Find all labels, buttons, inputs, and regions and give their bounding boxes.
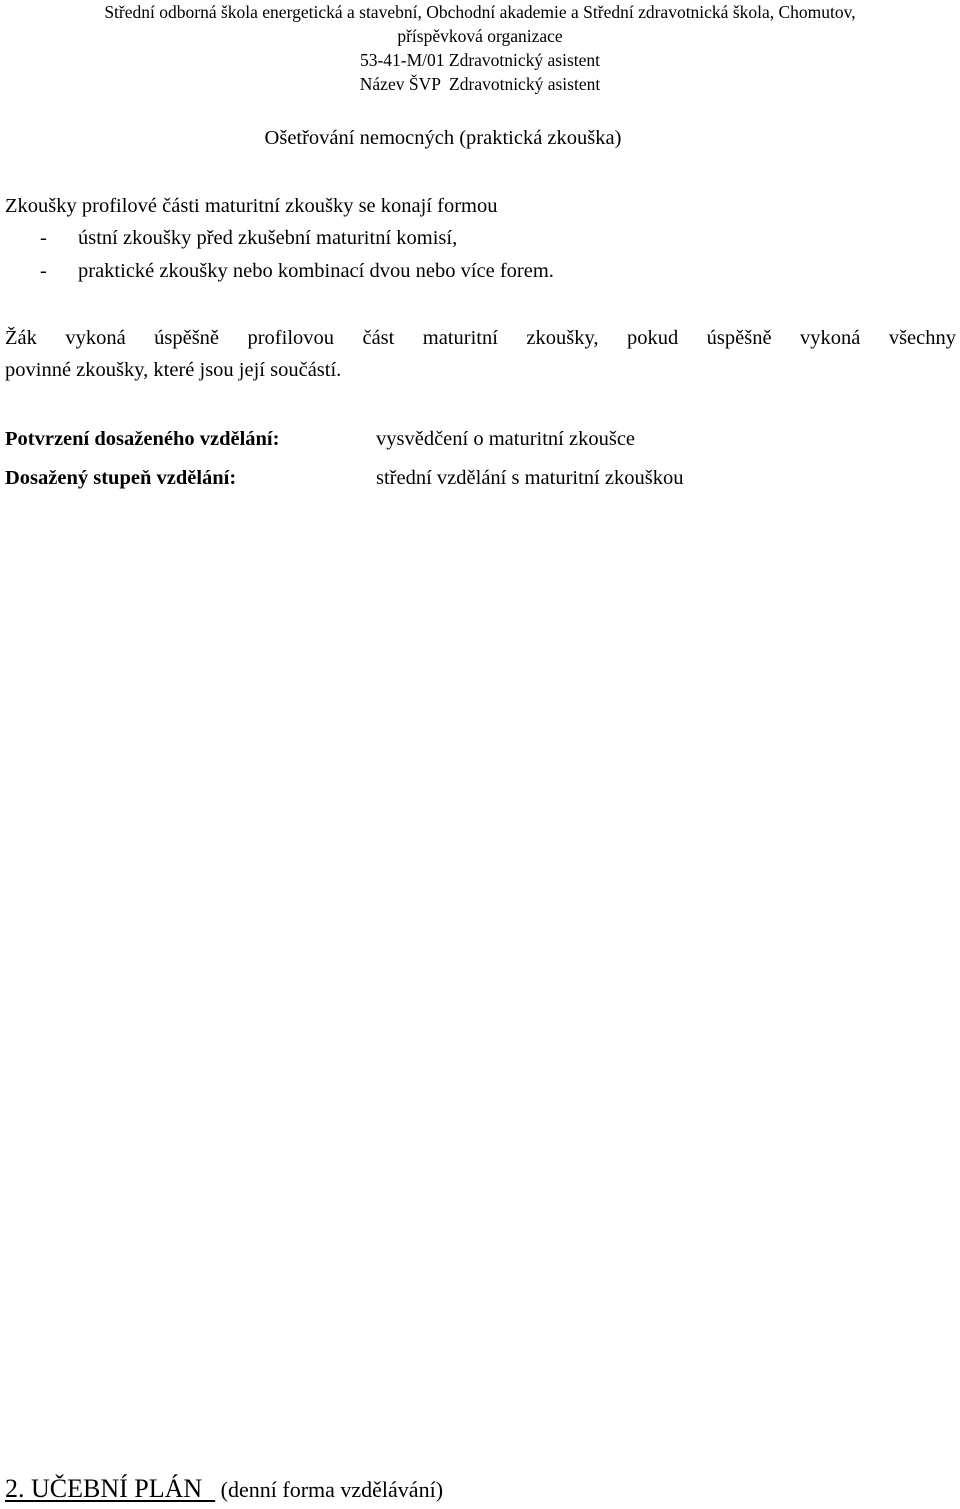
curriculum-heading-title: 2. UČEBNÍ PLÁN	[5, 1474, 216, 1503]
info-row-education-level	[5, 462, 683, 494]
success-paragraph	[5, 322, 956, 386]
list-item	[40, 255, 554, 287]
header-program-code: 53-41-M/01 Zdravotnický asistent	[359, 50, 601, 70]
curriculum-heading	[5, 1472, 443, 1507]
info-row-certificate	[5, 423, 635, 455]
info-label: Dosažený stupeň vzdělání:	[5, 467, 237, 489]
info-value: vysvědčení o maturitní zkoušce	[376, 428, 636, 450]
paragraph-line-2: povinné zkoušky, které jsou její součástí.	[5, 359, 342, 381]
header-organization-type: příspěvková organizace	[397, 26, 563, 46]
list-dash: -	[40, 227, 47, 249]
list-item-text: ústní zkoušky před zkušební maturitní komisí,	[78, 227, 458, 249]
header-svp-name: Název ŠVP Zdravotnický asistent	[359, 74, 601, 94]
curriculum-heading-subtitle: (denní forma vzdělávání)	[215, 1477, 444, 1502]
document-header	[0, 0, 960, 96]
info-label: Potvrzení dosaženého vzdělání:	[5, 428, 280, 450]
info-value: střední vzdělání s maturitní zkouškou	[376, 467, 684, 489]
section-title: Ošetřování nemocných (praktická zkouška)	[264, 127, 622, 149]
paragraph-line-1: Žák vykoná úspěšně profilovou část maturitní zkoušky, pokud úspěšně vykoná všechny	[5, 327, 956, 349]
header-school-name: Střední odborná škola energetická a stavební, Obchodní akademie a Střední zdravotnická škola, Chomutov,	[104, 2, 856, 22]
list-item	[40, 222, 457, 254]
list-item-text: praktické zkoušky nebo kombinací dvou nebo více forem.	[78, 260, 554, 282]
intro-text: Zkoušky profilové části maturitní zkoušky se konají formou	[5, 195, 498, 217]
list-dash: -	[40, 260, 47, 282]
